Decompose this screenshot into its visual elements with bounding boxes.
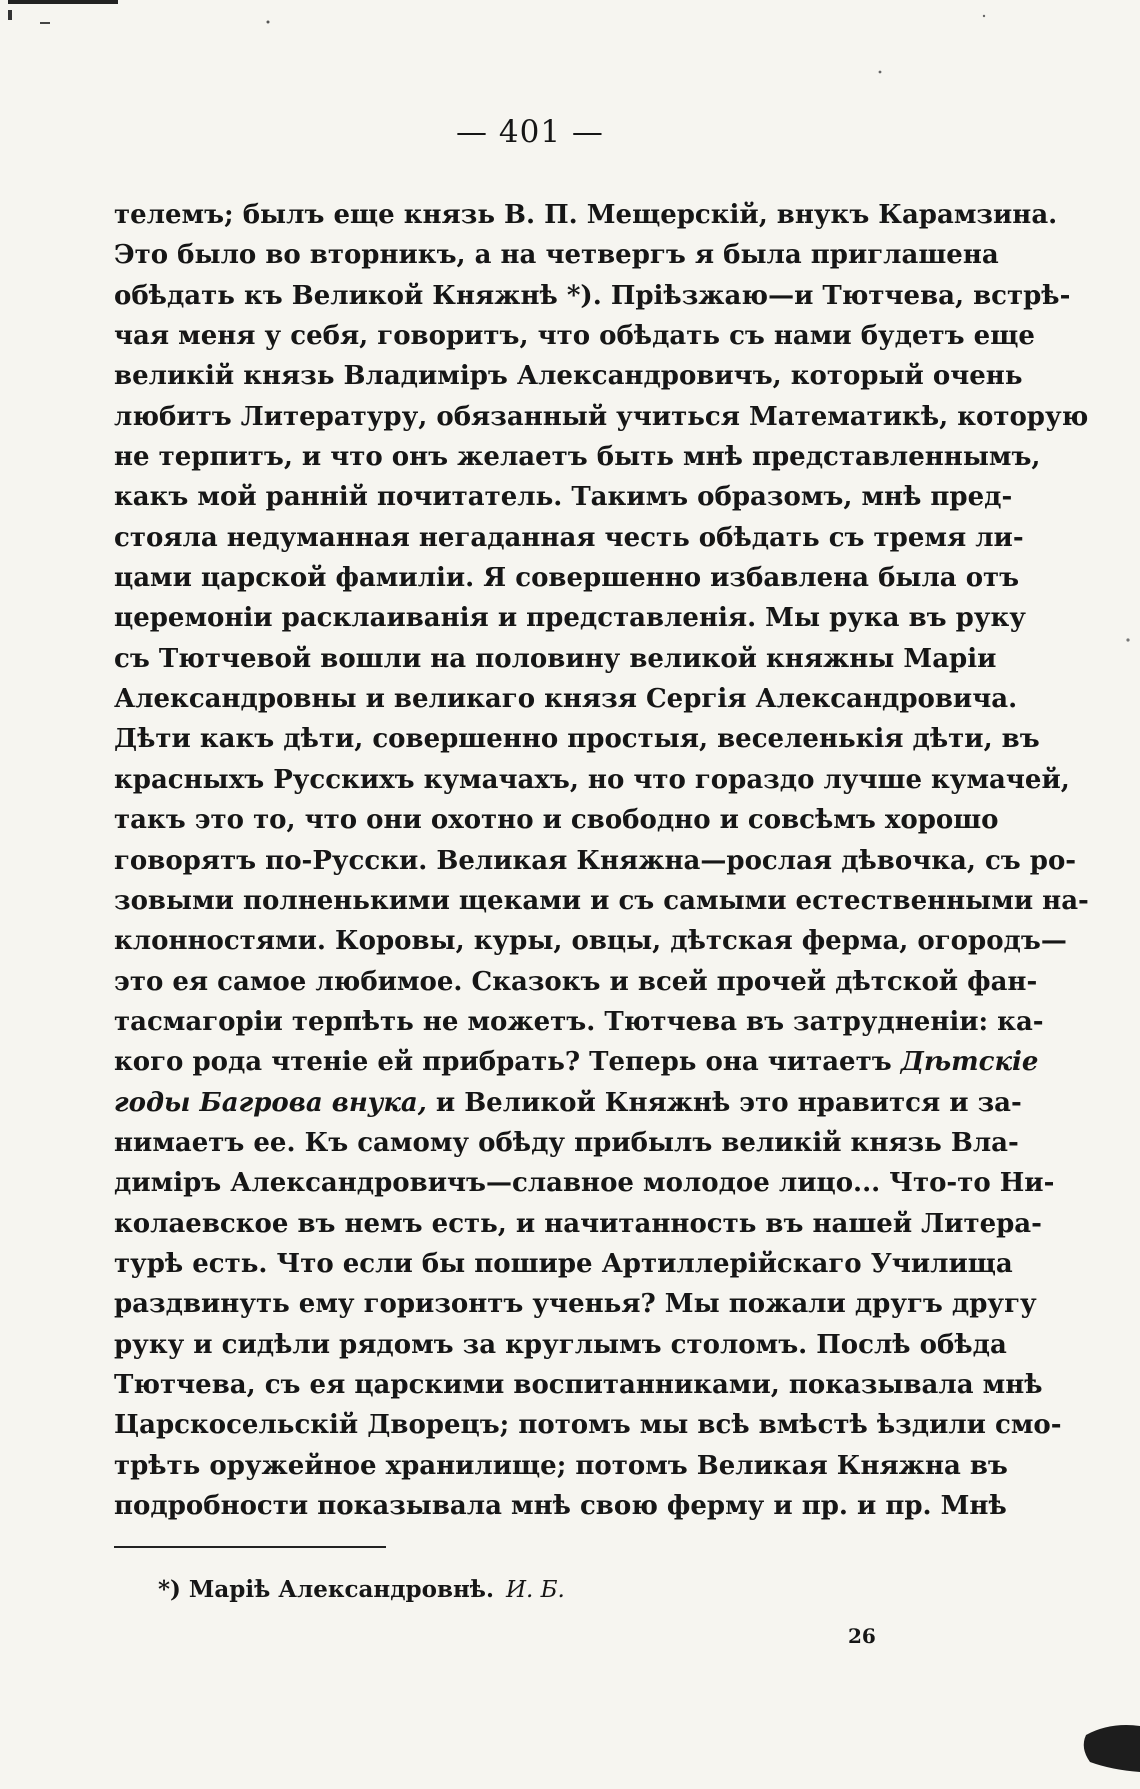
- text-line: телемъ; былъ еще князь В. П. Мещерскiй, внукъ Карамзина.: [114, 200, 1058, 230]
- page-number: — 401 —: [456, 114, 604, 150]
- text-line: такъ это то, что они охотно и свободно и совсѣмъ хорошо: [114, 805, 999, 836]
- text-line: димiръ Александровичъ—славное молодое лицо... Что-то Ни-: [114, 1168, 1055, 1199]
- text-line: нимаетъ ее. Къ самому обѣду прибылъ великiй князь Вла-: [114, 1127, 1019, 1158]
- text-line: Царскосельскiй Дворецъ; потомъ мы всѣ вмѣстѣ ѣздили смо-: [114, 1410, 1062, 1441]
- text-line: тасмагорiи терпѣть не можетъ. Тютчева въ затрудненiи: ка-: [114, 1006, 1044, 1037]
- text-line: турѣ есть. Что если бы пошире Артиллерiйскаго Училища: [114, 1248, 1013, 1279]
- text-line: чая меня у себя, говоритъ, что обѣдать съ нами будетъ еще: [114, 321, 1035, 352]
- text-line-start: кого рода чтенiе ей прибрать? Теперь она читаетъ: [114, 1047, 892, 1078]
- text-line: колаевское въ немъ есть, и начитанность въ нашей Литера-: [114, 1208, 1042, 1239]
- text-line: клонностями. Коровы, куры, овцы, дѣтская ферма, огородъ—: [114, 926, 1067, 957]
- text-line-rest: и Великой Княжнѣ это нравится и за-: [435, 1087, 1022, 1118]
- text-line: раздвинуть ему горизонтъ ученья? Мы пожали другъ другу: [114, 1289, 1037, 1320]
- text-line: говорятъ по-Русски. Великая Княжна—рослая дѣвочка, съ ро-: [114, 845, 1077, 876]
- text-line: красныхъ Русскихъ кумачахъ, но что гораздо лучше кумачей,: [114, 764, 1070, 795]
- text-line: съ Тютчевой вошли на половину великой княжны Марiи: [114, 643, 997, 674]
- text-line: руку и сидѣли рядомъ за круглымъ столомъ. Послѣ обѣда: [114, 1329, 1007, 1360]
- text-line: великiй князь Владимiръ Александровичъ, который очень: [114, 361, 1023, 392]
- footnote-initials: И. Б.: [505, 1577, 565, 1603]
- italic-title-fragment: годы Багрова внука,: [114, 1087, 427, 1118]
- signature-mark: 26: [848, 1624, 876, 1648]
- text-line: стояла недуманная негаданная честь обѣдать съ тремя ли-: [114, 522, 1024, 553]
- body-text: [114, 195, 1089, 1526]
- text-line: трѣть оружейное хранилище; потомъ Великая Княжна въ: [114, 1450, 1008, 1481]
- text-line: Это было во вторникъ, а на четвергъ я была приглашена: [114, 240, 999, 271]
- text-line: [114, 1083, 1022, 1123]
- text-line: Тютчева, съ ея царскими воспитанниками, показывала мнѣ: [114, 1369, 1043, 1400]
- footnote-divider: [114, 1546, 386, 1548]
- text-line: любитъ Литературу, обязанный учиться Математикѣ, которую: [114, 401, 1089, 432]
- text-line: Дѣти какъ дѣти, совершенно простыя, веселенькiя дѣти, въ: [114, 724, 1040, 755]
- footnote-text: *) Марiѣ Александровнѣ.: [158, 1576, 494, 1603]
- italic-title-fragment: Дѣтскiе: [900, 1047, 1039, 1078]
- text-line: обѣдать къ Великой Княжнѣ *). Прiѣзжаю—и Тютчева, встрѣ-: [114, 280, 1071, 311]
- text-line: зовыми полненькими щеками и съ самыми естественными на-: [114, 885, 1089, 916]
- text-line: Александровны и великаго князя Сергiя Александровича.: [114, 684, 1018, 715]
- text-line: подробности показывала мнѣ свою ферму и пр. и пр. Мнѣ: [114, 1491, 1007, 1521]
- text-line: это ея самое любимое. Сказокъ и всей прочей дѣтской фан-: [114, 966, 1038, 997]
- footnote: [158, 1576, 565, 1603]
- text-line: [114, 1042, 1039, 1082]
- text-line: цами царской фамилiи. Я совершенно избавлена была отъ: [114, 563, 1020, 594]
- text-line: какъ мой раннiй почитатель. Такимъ образомъ, мнѣ пред-: [114, 482, 1013, 513]
- text-line: не терпитъ, и что онъ желаетъ быть мнѣ представленнымъ,: [114, 442, 1041, 473]
- text-line: церемонiи расклаиванiя и представленiя. Мы рука въ руку: [114, 603, 1026, 634]
